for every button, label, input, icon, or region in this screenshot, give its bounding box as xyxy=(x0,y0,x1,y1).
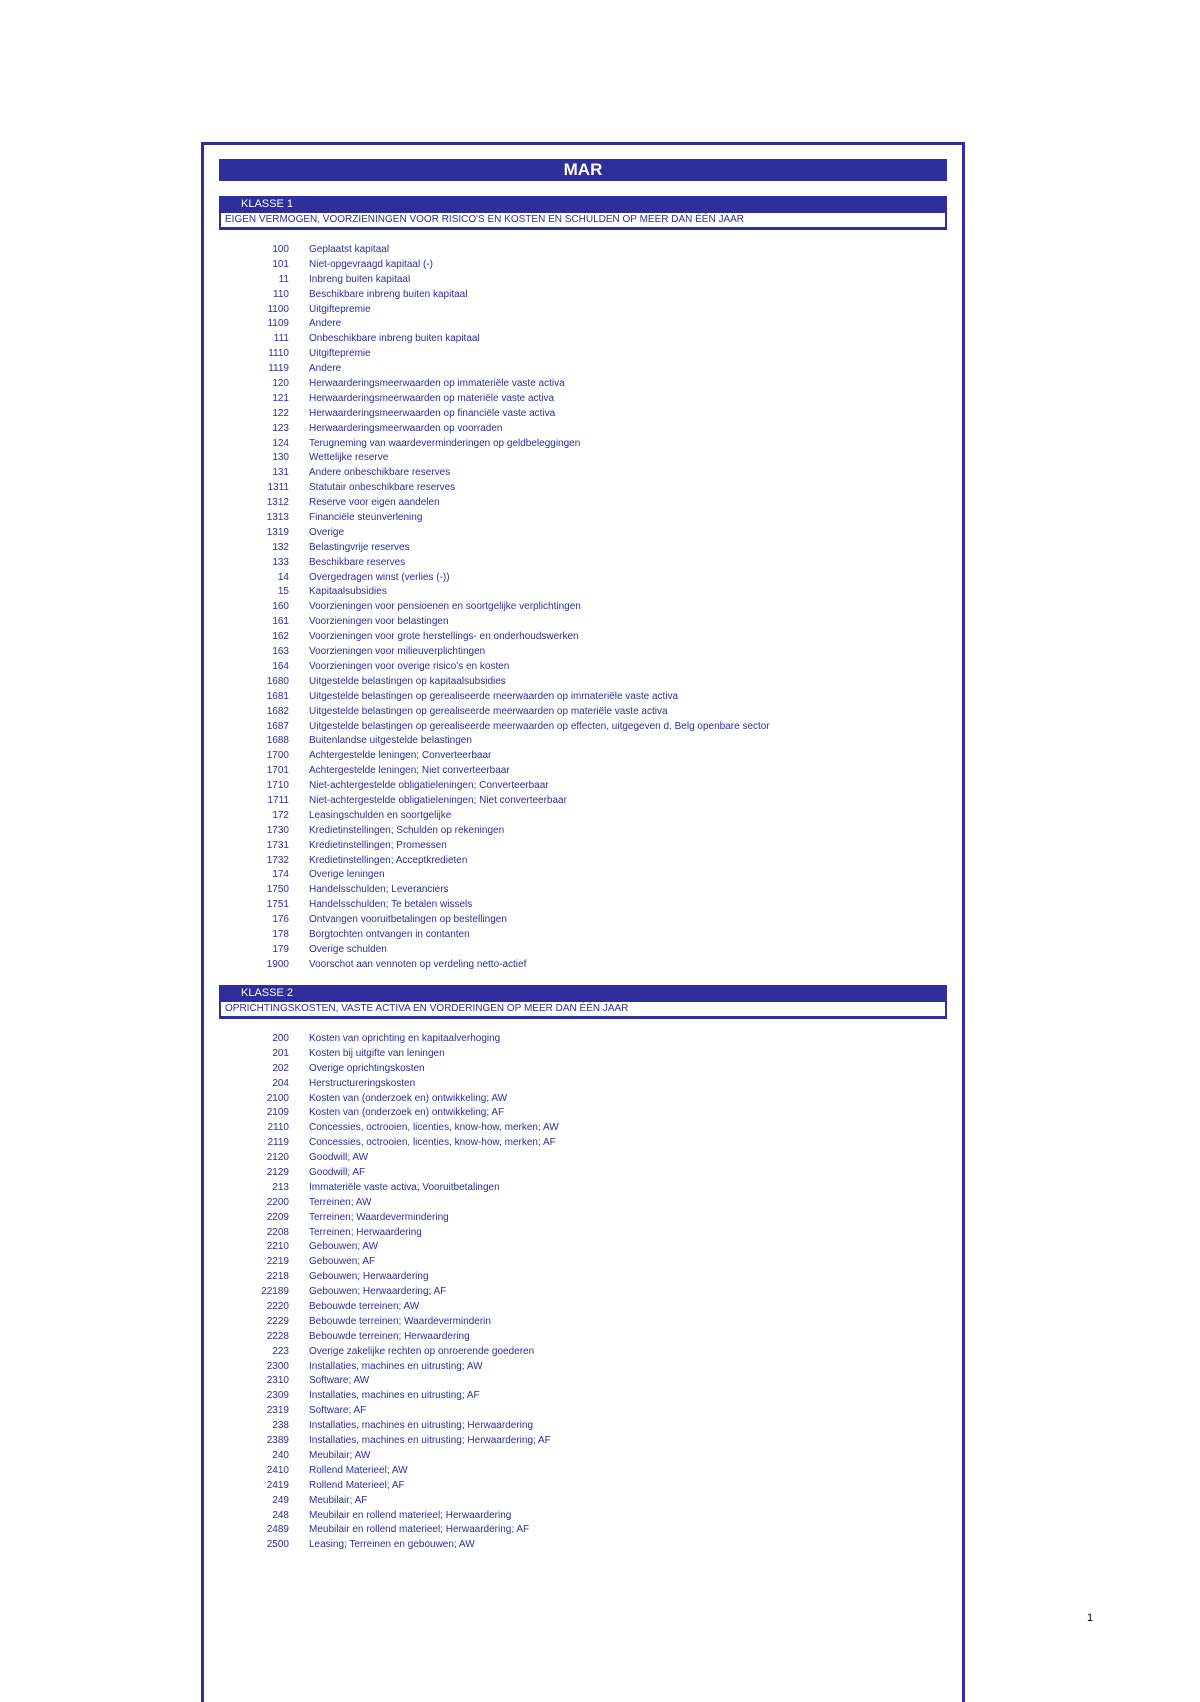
account-row xyxy=(219,1315,947,1330)
account-row xyxy=(219,422,947,437)
account-row xyxy=(219,496,947,511)
account-code: 163 xyxy=(272,646,289,658)
account-row xyxy=(219,868,947,883)
account-row xyxy=(219,794,947,809)
account-name: Goodwill; AW xyxy=(309,1152,369,1164)
account-row xyxy=(219,451,947,466)
account-name: Financiële steunverlening xyxy=(309,512,423,524)
account-code: 178 xyxy=(272,928,289,940)
account-name: Gebouwen; AF xyxy=(309,1256,376,1268)
account-code: 2220 xyxy=(266,1301,289,1313)
account-code: 1687 xyxy=(266,720,289,732)
account-code: 1900 xyxy=(266,958,289,970)
account-name: Niet-achtergestelde obligatieleningen; Converteerbaar xyxy=(309,780,549,792)
account-code: 1710 xyxy=(266,780,289,792)
account-row xyxy=(219,913,947,928)
account-code: 202 xyxy=(272,1062,289,1074)
account-code: 132 xyxy=(272,541,289,553)
account-name: Gebouwen; Herwaardering; AF xyxy=(309,1286,447,1298)
account-code: 2129 xyxy=(266,1167,289,1179)
account-name: Niet-achtergestelde obligatieleningen; Niet converteerbaar xyxy=(309,794,567,806)
account-name: Rollend Materieel; AW xyxy=(309,1464,408,1476)
account-row xyxy=(219,317,947,332)
account-code: 201 xyxy=(272,1047,289,1059)
account-row xyxy=(219,630,947,645)
account-name: Kredietinstellingen; Schulden op rekeningen xyxy=(309,824,505,836)
account-row xyxy=(219,243,947,258)
account-name: Handelsschulden; Te betalen wissels xyxy=(309,899,473,911)
account-row xyxy=(219,585,947,600)
account-code: 1731 xyxy=(266,839,289,851)
account-row xyxy=(219,437,947,452)
account-name: Wettelijke reserve xyxy=(309,452,389,464)
account-name: Meubilair en rollend materieel; Herwaardering xyxy=(309,1509,512,1521)
account-code: 164 xyxy=(272,660,289,672)
account-name: Herwaarderingsmeerwaarden op materiële vaste activa xyxy=(309,392,555,404)
account-row xyxy=(219,303,947,318)
account-code: 200 xyxy=(272,1033,289,1044)
account-code: 1730 xyxy=(266,824,289,836)
account-row xyxy=(219,660,947,675)
account-row xyxy=(219,1509,947,1524)
account-code: 2500 xyxy=(266,1539,289,1551)
account-name: Overige zakelijke rechten op onroerende goederen xyxy=(309,1345,535,1357)
account-row xyxy=(219,1523,947,1538)
account-row xyxy=(219,407,947,422)
account-name: Bebouwde terreinen; AW xyxy=(309,1301,420,1313)
account-code: 213 xyxy=(272,1181,289,1193)
account-name: Ontvangen vooruitbetalingen op bestellingen xyxy=(309,914,507,926)
account-row xyxy=(219,1389,947,1404)
account-name: Andere xyxy=(309,318,342,330)
account-name: Bebouwde terreinen; Herwaardering xyxy=(309,1330,470,1342)
account-name: Beschikbare reserves xyxy=(309,556,406,568)
account-name: Herwaarderingsmeerwaarden op financiële vaste activa xyxy=(309,407,556,419)
account-code: 2389 xyxy=(266,1435,289,1447)
account-code: 1311 xyxy=(267,482,289,494)
account-row xyxy=(219,615,947,630)
account-row xyxy=(219,1077,947,1092)
account-name: Kredietinstellingen; Promessen xyxy=(309,839,447,851)
account-row xyxy=(219,1211,947,1226)
account-code: 111 xyxy=(273,333,289,345)
account-row xyxy=(219,1360,947,1375)
account-row xyxy=(219,1226,947,1241)
account-name: Meubilair; AF xyxy=(309,1494,368,1506)
account-code: 1100 xyxy=(267,303,289,315)
account-name: Uitgestelde belastingen op kapitaalsubsidies xyxy=(309,675,506,687)
account-code: 2419 xyxy=(266,1479,289,1491)
account-code: 2489 xyxy=(266,1524,289,1536)
account-row xyxy=(219,928,947,943)
account-code: 1700 xyxy=(266,750,289,762)
account-code: 1701 xyxy=(266,765,289,777)
account-name: Overige leningen xyxy=(309,869,385,881)
account-name: Handelsschulden; Leveranciers xyxy=(309,884,449,896)
account-name: Niet-opgevraagd kapitaal (-) xyxy=(309,258,433,270)
account-code: 176 xyxy=(272,914,289,926)
account-name: Meubilair en rollend materieel; Herwaardering; AF xyxy=(309,1524,530,1536)
account-row xyxy=(219,288,947,303)
account-code: 131 xyxy=(272,467,289,479)
account-code: 1680 xyxy=(266,675,289,687)
account-code: 1732 xyxy=(266,854,289,866)
account-code: 2110 xyxy=(267,1122,289,1134)
account-row xyxy=(219,481,947,496)
account-code: 101 xyxy=(272,258,289,270)
account-code: 2410 xyxy=(266,1464,289,1476)
account-name: Reserve voor eigen aandelen xyxy=(309,497,440,509)
account-name: Achtergestelde leningen; Converteerbaar xyxy=(309,750,492,762)
account-name: Voorzieningen voor grote herstellings- en onderhoudswerken xyxy=(309,631,579,643)
account-code: 248 xyxy=(272,1509,289,1521)
account-name: Software; AW xyxy=(309,1375,370,1387)
account-row xyxy=(219,809,947,824)
account-name: Installaties, machines en uitrusting; Herwaardering; AF xyxy=(309,1435,551,1447)
account-name: Geplaatst kapitaal xyxy=(309,244,390,255)
account-code: 172 xyxy=(272,809,289,821)
account-name: Bebouwde terreinen; Waardeverminderin xyxy=(309,1315,491,1327)
account-code: 2219 xyxy=(266,1256,289,1268)
account-row xyxy=(219,1464,947,1479)
account-code: 121 xyxy=(272,392,289,404)
account-row xyxy=(219,541,947,556)
account-code: 1319 xyxy=(266,526,289,538)
account-code: 238 xyxy=(272,1420,289,1432)
account-name: Installaties, machines en uitrusting; Herwaardering xyxy=(309,1420,533,1432)
account-row xyxy=(219,943,947,958)
account-code: 2319 xyxy=(266,1405,289,1417)
account-name: Statutair onbeschikbare reserves xyxy=(309,482,456,494)
account-row xyxy=(219,600,947,615)
account-row xyxy=(219,392,947,407)
account-code: 1681 xyxy=(266,690,289,702)
account-name: Herwaarderingsmeerwaarden op immateriële vaste activa xyxy=(309,378,565,390)
account-code: 11 xyxy=(278,273,289,285)
account-code: 179 xyxy=(272,943,289,955)
account-code: 1688 xyxy=(266,735,289,747)
account-row xyxy=(219,571,947,586)
account-name: Beschikbare inbreng buiten kapitaal xyxy=(309,288,468,300)
account-name: Inbreng buiten kapitaal xyxy=(309,273,411,285)
account-code: 2310 xyxy=(266,1375,289,1387)
page-number: 1 xyxy=(1087,1612,1094,1624)
account-row xyxy=(219,883,947,898)
section-header-klasse-2 xyxy=(219,985,947,1019)
account-code: 110 xyxy=(273,288,289,300)
account-code: 240 xyxy=(272,1449,289,1461)
account-code: 2200 xyxy=(266,1196,289,1208)
account-name: Software; AF xyxy=(309,1405,367,1417)
account-name: Overige xyxy=(309,526,345,538)
account-name: Gebouwen; Herwaardering xyxy=(309,1271,429,1283)
account-code: 1313 xyxy=(266,512,289,524)
account-name: Rollend Materieel; AF xyxy=(309,1479,405,1491)
account-row xyxy=(219,511,947,526)
account-row xyxy=(219,839,947,854)
account-row xyxy=(219,1151,947,1166)
account-row xyxy=(219,1255,947,1270)
account-name: Onbeschikbare inbreng buiten kapitaal xyxy=(309,333,480,345)
account-row xyxy=(219,958,947,973)
account-name: Voorschot aan vennoten op verdeling netto-actief xyxy=(309,958,527,970)
account-row xyxy=(219,645,947,660)
account-row xyxy=(219,1106,947,1121)
account-code: 2300 xyxy=(266,1360,289,1372)
account-code: 1312 xyxy=(266,497,289,509)
account-code: 2229 xyxy=(266,1315,289,1327)
account-code: 2119 xyxy=(267,1137,289,1149)
account-name: Uitgestelde belastingen op gerealiseerde meerwaarden op immateriële vaste activa xyxy=(309,690,679,702)
account-name: Andere xyxy=(309,363,342,375)
account-name: Voorzieningen voor pensioenen en soortgelijke verplichtingen xyxy=(309,601,581,613)
account-row xyxy=(219,1196,947,1211)
section-label: KLASSE 2 xyxy=(241,987,293,999)
account-row xyxy=(219,1330,947,1345)
account-code: 133 xyxy=(272,556,289,568)
account-row xyxy=(219,1166,947,1181)
account-name: Voorzieningen voor milieuverplichtingen xyxy=(309,646,486,658)
account-name: Kosten van (onderzoek en) ontwikkeling; AF xyxy=(309,1107,505,1119)
account-code: 161 xyxy=(272,616,289,628)
account-row xyxy=(219,705,947,720)
account-name: Installaties, machines en uitrusting; AW xyxy=(309,1360,483,1372)
account-name: Voorzieningen voor belastingen xyxy=(309,616,449,628)
account-row xyxy=(219,258,947,273)
account-row xyxy=(219,1479,947,1494)
account-row xyxy=(219,362,947,377)
account-code: 1711 xyxy=(267,794,289,806)
account-row xyxy=(219,1092,947,1107)
account-row xyxy=(219,1449,947,1464)
account-row xyxy=(219,779,947,794)
account-name: Overige oprichtingskosten xyxy=(309,1062,425,1074)
account-name: Andere onbeschikbare reserves xyxy=(309,467,451,479)
account-code: 223 xyxy=(272,1345,289,1357)
account-row xyxy=(219,377,947,392)
account-row xyxy=(219,1404,947,1419)
account-row xyxy=(219,526,947,541)
account-row xyxy=(219,1434,947,1449)
account-name: Kredietinstellingen; Acceptkredieten xyxy=(309,854,468,866)
account-name: Concessies, octrooien, licenties, know-how, merken; AW xyxy=(309,1122,559,1134)
account-row xyxy=(219,466,947,481)
account-name: Buitenlandse uitgestelde belastingen xyxy=(309,735,472,747)
account-code: 2309 xyxy=(266,1390,289,1402)
account-name: Kapitaalsubsidies xyxy=(309,586,387,598)
account-list-klasse-2 xyxy=(219,1032,947,1553)
account-code: 123 xyxy=(272,422,289,434)
account-name: Leasingschulden en soortgelijke xyxy=(309,809,452,821)
account-name: Borgtochten ontvangen in contanten xyxy=(309,928,470,940)
account-name: Uitgiftepremie xyxy=(309,348,371,360)
account-code: 2228 xyxy=(266,1330,289,1342)
section-description: EIGEN VERMOGEN, VOORZIENINGEN VOOR RISICO'S EN KOSTEN EN SCHULDEN OP MEER DAN ÉÉN JAAR xyxy=(221,213,945,227)
account-row xyxy=(219,1345,947,1360)
account-code: 249 xyxy=(272,1494,289,1506)
account-row xyxy=(219,1181,947,1196)
account-name: Immateriële vaste activa; Vooruitbetalingen xyxy=(309,1181,500,1193)
account-code: 204 xyxy=(272,1077,289,1089)
account-code: 2218 xyxy=(266,1271,289,1283)
account-code: 15 xyxy=(277,586,289,598)
account-row xyxy=(219,734,947,749)
account-row xyxy=(219,1121,947,1136)
account-code: 2109 xyxy=(266,1107,289,1119)
account-row xyxy=(219,1285,947,1300)
account-row xyxy=(219,1062,947,1077)
account-code: 2120 xyxy=(266,1152,289,1164)
account-row xyxy=(219,1032,947,1047)
account-name: Herwaarderingsmeerwaarden op voorraden xyxy=(309,422,503,434)
account-name: Belastingvrije reserves xyxy=(309,541,410,553)
account-code: 1110 xyxy=(268,348,289,360)
account-code: 1682 xyxy=(266,705,289,717)
account-name: Uitgestelde belastingen op gerealiseerde meerwaarden op materiële vaste activa xyxy=(309,705,668,717)
account-row xyxy=(219,690,947,705)
account-code: 22189 xyxy=(261,1286,289,1298)
account-code: 162 xyxy=(272,631,289,643)
account-code: 122 xyxy=(272,407,289,419)
account-row xyxy=(219,898,947,913)
account-code: 160 xyxy=(272,601,289,613)
account-code: 2209 xyxy=(266,1211,289,1223)
section-label: KLASSE 1 xyxy=(241,198,293,210)
account-code: 174 xyxy=(272,869,289,881)
account-code: 120 xyxy=(272,378,289,390)
account-row xyxy=(219,1300,947,1315)
account-name: Concessies, octrooien, licenties, know-how, merken; AF xyxy=(309,1137,556,1149)
account-row xyxy=(219,854,947,869)
account-name: Leasing; Terreinen en gebouwen; AW xyxy=(309,1539,475,1551)
account-row xyxy=(219,1240,947,1255)
account-name: Overgedragen winst (verlies (-)) xyxy=(309,571,450,583)
account-name: Goodwill; AF xyxy=(309,1167,366,1179)
account-row xyxy=(219,273,947,288)
account-code: 2100 xyxy=(266,1092,289,1104)
account-name: Terreinen; Herwaardering xyxy=(309,1226,422,1238)
account-row xyxy=(219,347,947,362)
account-row xyxy=(219,764,947,779)
account-row xyxy=(219,675,947,690)
account-row xyxy=(219,1136,947,1151)
account-name: Terreinen; Waardevermindering xyxy=(309,1211,449,1223)
account-row xyxy=(219,1538,947,1553)
account-code: 100 xyxy=(272,244,289,255)
account-name: Achtergestelde leningen; Niet converteerbaar xyxy=(309,765,510,777)
account-row xyxy=(219,1270,947,1285)
account-name: Voorzieningen voor overige risico's en kosten xyxy=(309,660,510,672)
account-name: Herstructureringskosten xyxy=(309,1077,416,1089)
account-code: 124 xyxy=(272,437,289,449)
page-title: MAR xyxy=(219,159,947,181)
account-code: 2208 xyxy=(266,1226,289,1238)
account-name: Installaties, machines en uitrusting; AF xyxy=(309,1390,480,1402)
account-row xyxy=(219,1047,947,1062)
account-name: Uitgestelde belastingen op gerealiseerde meerwaarden op effecten, uitgegeven d. Belg openbare sector xyxy=(309,720,770,732)
account-name: Kosten van (onderzoek en) ontwikkeling; AW xyxy=(309,1092,508,1104)
account-row xyxy=(219,720,947,735)
account-row xyxy=(219,749,947,764)
account-code: 1109 xyxy=(267,318,289,330)
section-header-klasse-1 xyxy=(219,196,947,230)
account-code: 1750 xyxy=(266,884,289,896)
account-row xyxy=(219,556,947,571)
account-name: Overige schulden xyxy=(309,943,387,955)
account-row xyxy=(219,1419,947,1434)
account-row xyxy=(219,824,947,839)
account-name: Kosten van oprichting en kapitaalverhoging xyxy=(309,1033,501,1044)
account-name: Kosten bij uitgifte van leningen xyxy=(309,1047,445,1059)
account-row xyxy=(219,332,947,347)
account-name: Uitgiftepremie xyxy=(309,303,371,315)
account-row xyxy=(219,1494,947,1509)
account-code: 1751 xyxy=(266,899,289,911)
account-code: 14 xyxy=(277,571,289,583)
account-name: Meubilair; AW xyxy=(309,1449,371,1461)
account-name: Terreinen; AW xyxy=(309,1196,372,1208)
account-list-klasse-1 xyxy=(219,243,947,973)
section-description: OPRICHTINGSKOSTEN, VASTE ACTIVA EN VORDERINGEN OP MEER DAN ÉÉN JAAR xyxy=(221,1002,945,1016)
account-name: Terugneming van waardeverminderingen op geldbeleggingen xyxy=(309,437,581,449)
account-name: Gebouwen; AW xyxy=(309,1241,379,1253)
account-code: 130 xyxy=(272,452,289,464)
account-code: 2210 xyxy=(266,1241,289,1253)
account-row xyxy=(219,1374,947,1389)
account-code: 1119 xyxy=(268,363,289,375)
